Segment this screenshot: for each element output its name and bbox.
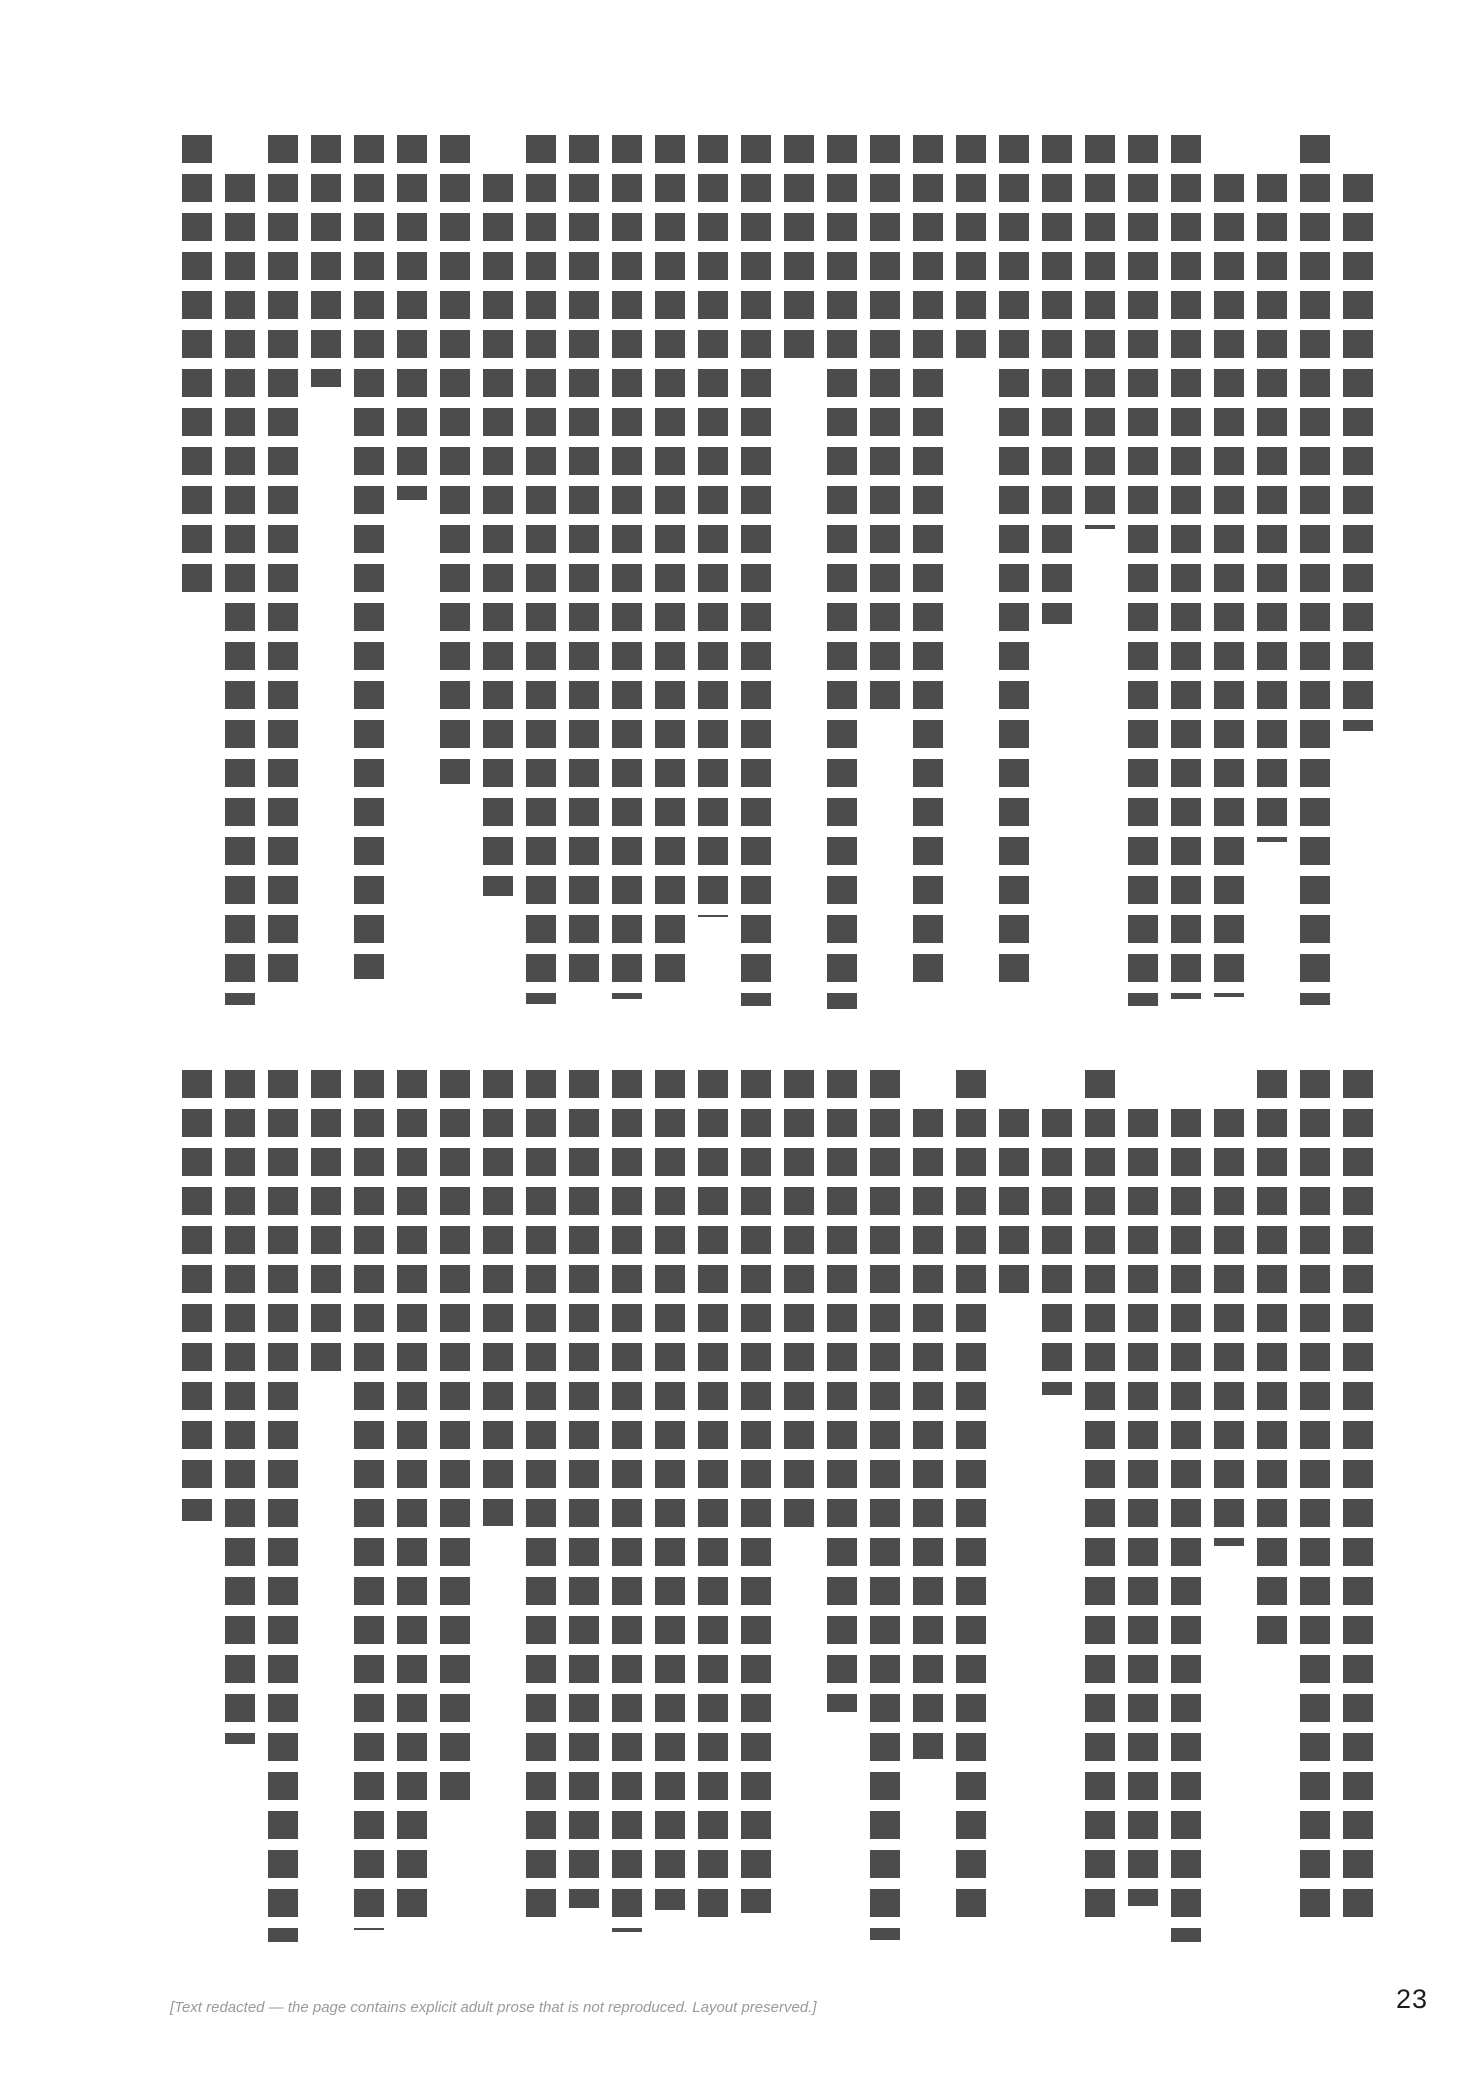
- redacted-text-line: [1300, 1070, 1330, 1921]
- redacted-text-line: [913, 135, 943, 989]
- redacted-text-line: [870, 135, 900, 715]
- redacted-text-line: [311, 1070, 341, 1371]
- text-column: [869, 1070, 901, 1945]
- redaction-notice: [Text redacted — the page contains explicit adult prose that is not reproduced. Layout preserved.]: [170, 1999, 817, 2016]
- text-column: [267, 1070, 299, 1945]
- redacted-text-line: [268, 135, 298, 983]
- redacted-text-line: [526, 1070, 556, 1921]
- text-column: [912, 1070, 944, 1945]
- text-column: [998, 135, 1030, 1010]
- text-column: [611, 135, 643, 1010]
- redacted-text-line: [182, 135, 212, 592]
- text-column: [1213, 1070, 1245, 1945]
- redacted-text-line: [182, 1070, 212, 1521]
- redacted-text-line: [1171, 1109, 1201, 1942]
- redacted-text-line: [1042, 135, 1072, 624]
- text-column: [181, 1070, 213, 1945]
- text-column: [525, 1070, 557, 1945]
- text-column: [826, 1070, 858, 1945]
- redacted-text-line: [698, 135, 728, 917]
- redacted-text-line: [956, 1070, 986, 1928]
- text-column: [1342, 135, 1374, 1010]
- redacted-text-line: [1257, 174, 1287, 842]
- text-column: [181, 135, 213, 1010]
- redacted-text-line: [827, 135, 857, 1009]
- text-column: [482, 1070, 514, 1945]
- redacted-text-line: [1214, 1109, 1244, 1546]
- text-column: [224, 135, 256, 1010]
- redacted-text-line: [655, 1070, 685, 1910]
- text-column: [998, 1070, 1030, 1945]
- page-number: 23: [1396, 1984, 1429, 2014]
- text-column: [740, 1070, 772, 1945]
- text-column: [1256, 1070, 1288, 1945]
- text-column: [1256, 135, 1288, 1010]
- text-column: [310, 1070, 342, 1945]
- redacted-text-line: [440, 1070, 470, 1805]
- text-column: [1342, 1070, 1374, 1945]
- text-column: [740, 135, 772, 1010]
- redacted-text-line: [741, 135, 771, 1006]
- text-column: [1084, 135, 1116, 1010]
- text-column: [396, 135, 428, 1010]
- redacted-text-line: [612, 1070, 642, 1932]
- redacted-text-line: [440, 135, 470, 784]
- redacted-text-line: [1343, 1070, 1373, 1922]
- text-column: [1299, 135, 1331, 1010]
- text-column: [439, 135, 471, 1010]
- text-column: [525, 135, 557, 1010]
- top-text-block: [170, 135, 1374, 1010]
- text-column: [869, 135, 901, 1010]
- redacted-text-line: [784, 135, 814, 358]
- redacted-text-line: [526, 135, 556, 1004]
- text-column: [267, 135, 299, 1010]
- redacted-text-line: [1257, 1070, 1287, 1650]
- redacted-text-line: [784, 1070, 814, 1532]
- text-column: [1041, 1070, 1073, 1945]
- redacted-text-line: [397, 1070, 427, 1923]
- text-column: [697, 135, 729, 1010]
- bottom-text-block: [170, 1070, 1374, 1945]
- redacted-text-line: [225, 174, 255, 1005]
- redacted-text-line: [268, 1070, 298, 1942]
- text-column: [955, 1070, 987, 1945]
- text-column: [783, 1070, 815, 1945]
- redacted-text-line: [1128, 1109, 1158, 1906]
- redacted-text-line: [483, 1070, 513, 1526]
- text-column: [1170, 135, 1202, 1010]
- redacted-text-line: [1214, 174, 1244, 997]
- redacted-text-line: [655, 135, 685, 989]
- text-column: [611, 1070, 643, 1945]
- redacted-text-line: [999, 135, 1029, 988]
- redacted-text-line: [827, 1070, 857, 1712]
- redacted-text-line: [999, 1109, 1029, 1300]
- text-column: [568, 135, 600, 1010]
- text-column: [654, 1070, 686, 1945]
- redacted-text-line: [354, 135, 384, 979]
- text-column: [783, 135, 815, 1010]
- redacted-text-line: [1085, 135, 1115, 529]
- text-column: [1041, 135, 1073, 1010]
- redacted-text-line: [612, 135, 642, 999]
- text-column: [826, 135, 858, 1010]
- redacted-text-line: [1085, 1070, 1115, 1921]
- redacted-text-line: [1042, 1109, 1072, 1395]
- redacted-text-line: [698, 1070, 728, 1927]
- redacted-text-line: [913, 1109, 943, 1759]
- text-column: [439, 1070, 471, 1945]
- text-column: [654, 135, 686, 1010]
- redacted-text-line: [956, 135, 986, 358]
- text-column: [1299, 1070, 1331, 1945]
- text-column: [396, 1070, 428, 1945]
- redacted-text-line: [741, 1070, 771, 1913]
- redacted-text-line: [1343, 174, 1373, 731]
- redacted-text-line: [1128, 135, 1158, 1006]
- redacted-text-line: [1300, 135, 1330, 1005]
- text-column: [1127, 1070, 1159, 1945]
- redacted-text-line: [1171, 135, 1201, 999]
- redacted-text-line: [354, 1070, 384, 1930]
- text-column: [353, 135, 385, 1010]
- redacted-text-line: [569, 135, 599, 991]
- text-column: [1127, 135, 1159, 1010]
- text-column: [568, 1070, 600, 1945]
- redacted-text-line: [225, 1070, 255, 1744]
- text-column: [955, 135, 987, 1010]
- text-column: [697, 1070, 729, 1945]
- text-column: [482, 135, 514, 1010]
- redacted-text-line: [311, 135, 341, 387]
- text-column: [1213, 135, 1245, 1010]
- redacted-text-line: [397, 135, 427, 500]
- text-column: [912, 135, 944, 1010]
- text-column: [310, 135, 342, 1010]
- redacted-text-line: [870, 1070, 900, 1940]
- redacted-text-line: [483, 174, 513, 896]
- text-column: [1084, 1070, 1116, 1945]
- redacted-text-line: [569, 1070, 599, 1908]
- text-column: [353, 1070, 385, 1945]
- text-column: [224, 1070, 256, 1945]
- text-column: [1170, 1070, 1202, 1945]
